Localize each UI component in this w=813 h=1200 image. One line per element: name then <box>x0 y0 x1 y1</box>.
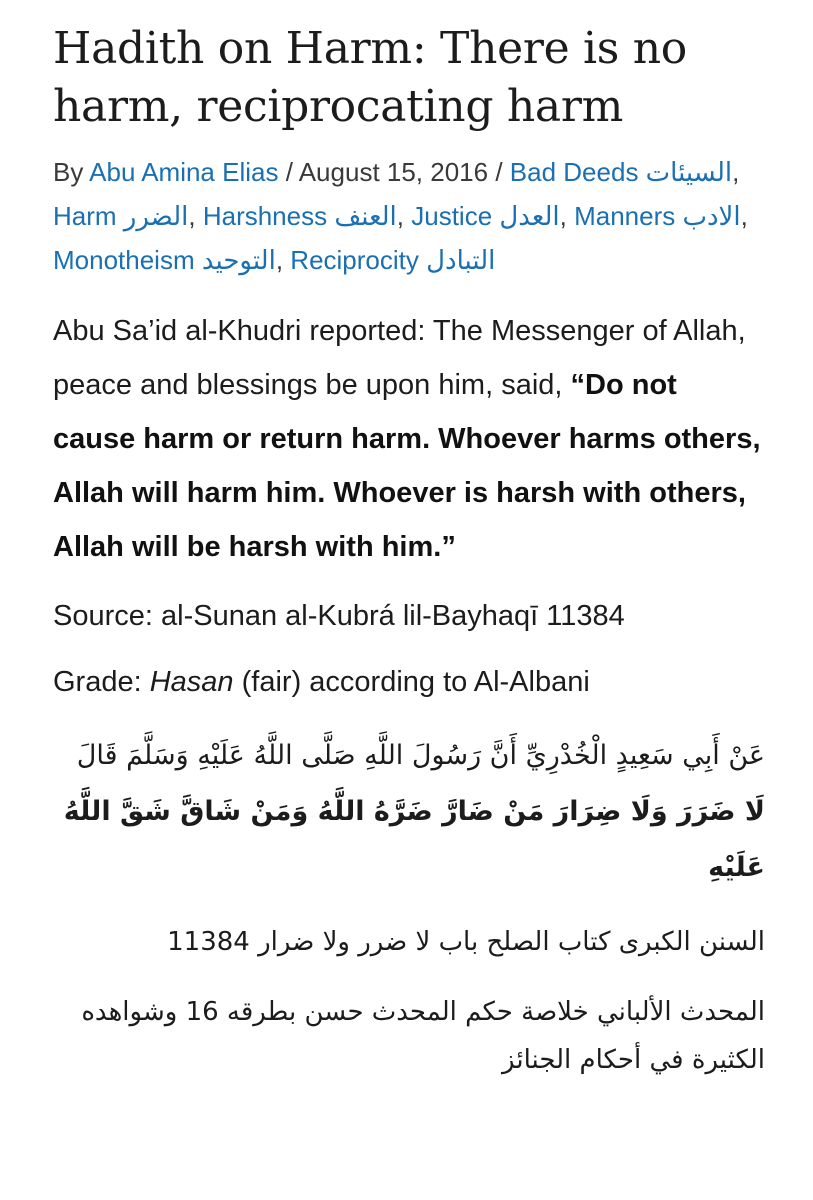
article <box>53 0 765 1084</box>
arabic-grade: المحدث الألباني خلاصة حكم المحدث حسن بطرقه 16 وشواهده الكثيرة في أحكام الجنائز <box>81 997 765 1075</box>
hadith-grade <box>53 662 765 702</box>
category-link-harshness[interactable]: Harshness العنف <box>202 201 397 231</box>
meta-separator: / <box>285 157 299 187</box>
hadith-english <box>53 304 765 574</box>
category-link-reciprocity[interactable]: Reciprocity التبادل <box>290 245 496 275</box>
category-link-harm[interactable]: Harm الضرر <box>53 201 189 231</box>
grade-term: Hasan <box>149 666 234 698</box>
hadith-arabic <box>53 728 765 896</box>
hadith-intro: Abu Sa’id al-Khudri reported: The Messenger of Allah, peace and blessings be upon him, said, <box>53 315 746 401</box>
author-link[interactable]: Abu Amina Elias <box>89 157 279 187</box>
category-link-justice[interactable]: Justice العدل <box>411 201 560 231</box>
by-label: By <box>53 157 84 187</box>
category-link-manners[interactable]: Manners الادب <box>574 201 741 231</box>
hadith-source: Source: al-Sunan al-Kubrá lil-Bayhaqī 11384 <box>53 600 625 632</box>
arabic-source: السنن الكبرى كتاب الصلح باب لا ضرر ولا ضرار 11384 <box>167 927 765 957</box>
post-date: August 15, 2016 <box>298 157 489 187</box>
article-title: Hadith on Harm: There is no harm, reciprocating harm <box>53 23 687 132</box>
grade-suffix: (fair) according to Al-Albani <box>241 666 590 698</box>
arabic-intro: عَنْ أَبِي سَعِيدٍ الْخُدْرِيِّ أَنَّ رَسُولَ اللَّهِ صَلَّى اللَّهُ عَلَيْهِ وَسَلَّمَ قَالَ <box>76 740 765 771</box>
hadith-paragraph <box>53 304 765 574</box>
article-meta: By Abu Amina Elias / August 15, 2016 / Bad Deeds السيئات, Harm الضرر, Harshness العنف, Justice العدل, Manners الادب, Monotheism التوحيد, Reciprocity التبادل <box>53 157 748 275</box>
grade-prefix: Grade: <box>53 666 142 698</box>
category-link-monotheism[interactable]: Monotheism التوحيد <box>53 245 276 275</box>
arabic-quote: لَا ضَرَرَ وَلَا ضِرَارَ مَنْ ضَارَّ ضَرَّهُ اللَّهُ وَمَنْ شَاقَّ شَقَّ اللَّهُ عَلَيْهِ <box>63 796 765 883</box>
hadith-quote: “Do not cause harm or return harm. Whoever harms others, Allah will harm him. Whoever is harsh with others, Allah will be harsh with him.” <box>53 369 761 563</box>
category-link-bad-deeds[interactable]: Bad Deeds السيئات <box>509 157 733 187</box>
meta-separator: / <box>495 157 510 187</box>
